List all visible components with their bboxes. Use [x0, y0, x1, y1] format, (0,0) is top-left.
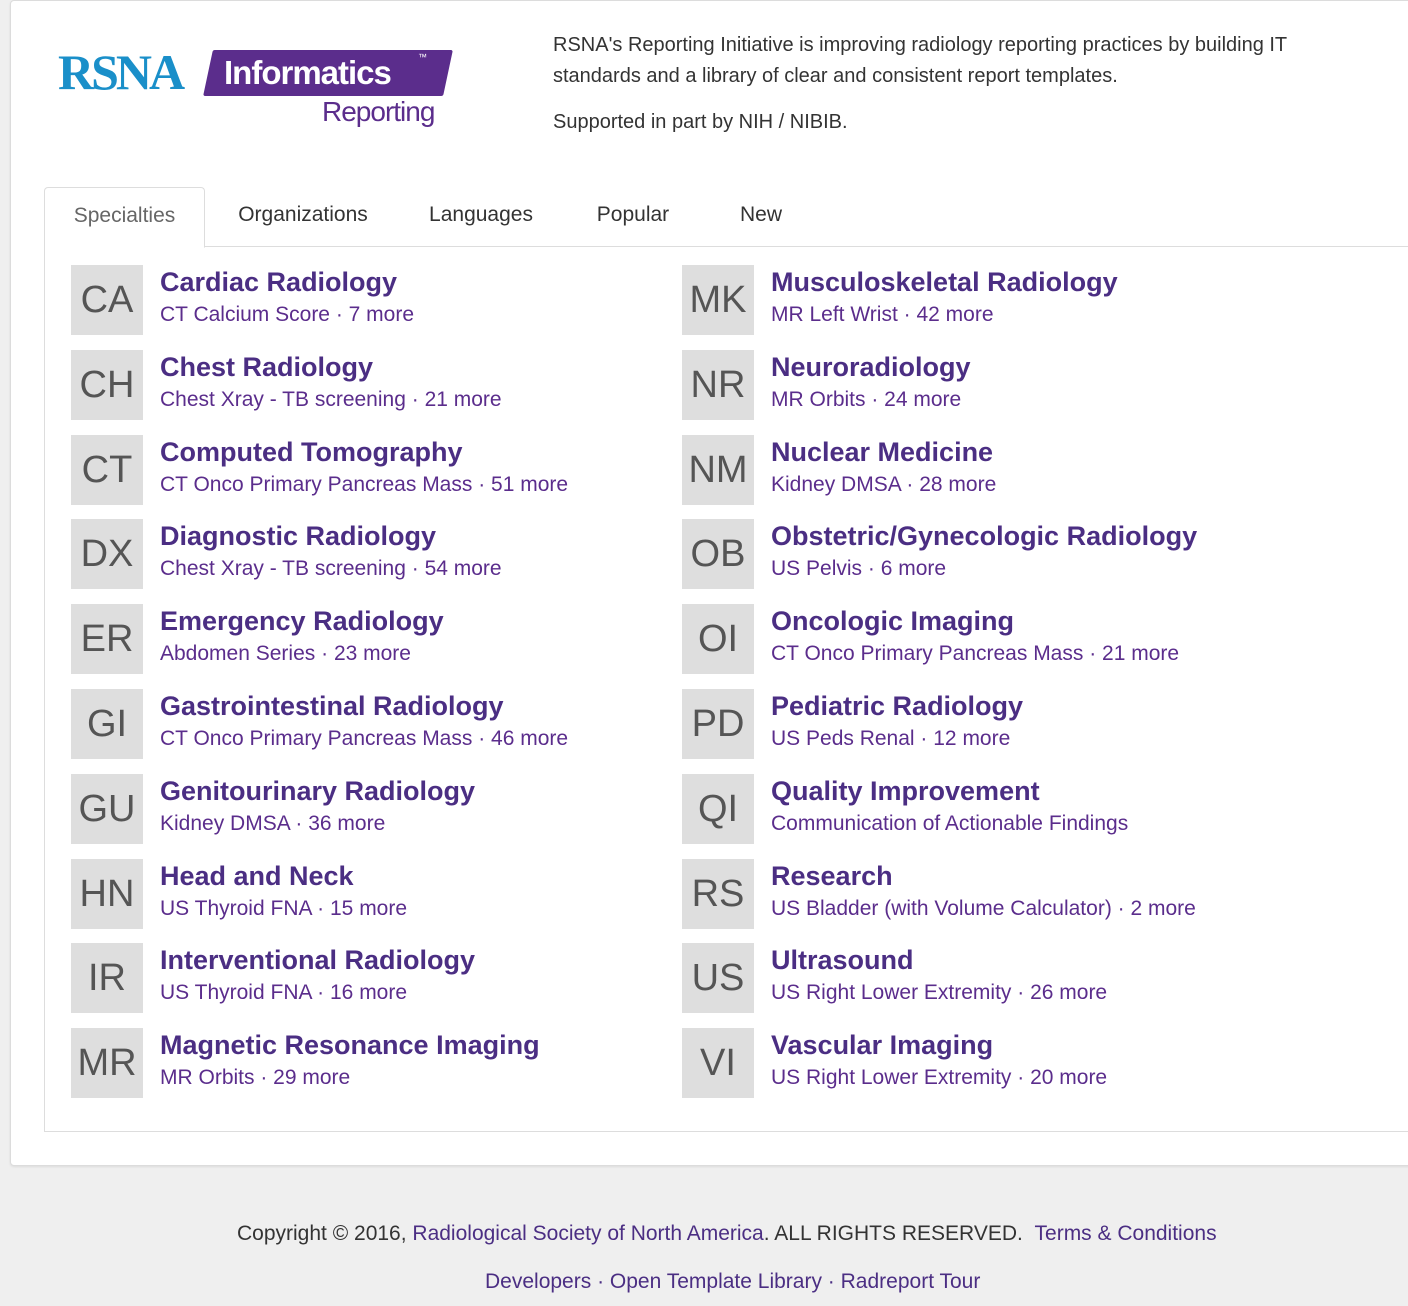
specialty-item[interactable]	[682, 943, 1282, 1015]
specialty-item[interactable]	[682, 1028, 1282, 1100]
specialty-code-badge: GU	[71, 774, 143, 844]
more-count-link[interactable]: 2 more	[1130, 896, 1196, 920]
specialty-item[interactable]	[71, 435, 671, 507]
subline-separator: ·	[311, 981, 330, 1005]
subline-separator: ·	[1011, 1066, 1031, 1090]
specialty-item[interactable]	[682, 350, 1282, 422]
specialty-subline	[771, 387, 961, 413]
specialty-code-badge: NM	[682, 435, 754, 505]
specialty-item[interactable]	[71, 350, 671, 422]
specialty-name-link[interactable]: Obstetric/Gynecologic Radiology	[771, 521, 1198, 552]
specialty-subline	[160, 641, 411, 667]
featured-template-link[interactable]: CT Onco Primary Pancreas Mass	[771, 642, 1084, 666]
featured-template-link[interactable]: Chest Xray - TB screening	[160, 557, 406, 581]
more-count-link[interactable]: 51 more	[491, 472, 569, 496]
featured-template-link[interactable]: MR Orbits	[160, 1066, 255, 1090]
specialty-name-link[interactable]: Research	[771, 860, 893, 891]
featured-template-link[interactable]: Kidney DMSA	[160, 811, 290, 835]
intro-paragraph: RSNA's Reporting Initiative is improving radiology reporting practices by building IT standards and a library of clear and consistent report templates.	[553, 34, 1287, 87]
developers-link[interactable]: Developers	[485, 1270, 592, 1293]
tab-languages[interactable]: Languages	[429, 203, 533, 226]
featured-template-link[interactable]: US Pelvis	[771, 557, 863, 581]
more-count-link[interactable]: 29 more	[273, 1066, 351, 1090]
radreport-tour-link[interactable]: Radreport Tour	[840, 1270, 981, 1293]
subline-separator: ·	[472, 472, 492, 496]
specialty-name-link[interactable]: Cardiac Radiology	[160, 267, 398, 297]
featured-template-link[interactable]: US Right Lower Extremity	[771, 981, 1012, 1005]
specialty-code-badge: VI	[682, 1028, 754, 1098]
specialty-code-badge: OI	[682, 604, 754, 674]
specialties-panel	[44, 246, 1408, 1132]
specialty-subline	[771, 980, 1107, 1006]
featured-template-link[interactable]: CT Calcium Score	[160, 303, 330, 326]
subline-separator: ·	[914, 727, 934, 750]
tab-bar	[44, 187, 1408, 247]
featured-template-link[interactable]: Communication of Actionable Findings	[771, 811, 1129, 835]
specialty-subline	[160, 472, 568, 498]
subline-separator: ·	[1111, 896, 1131, 920]
specialty-name-link[interactable]: Magnetic Resonance Imaging	[160, 1030, 540, 1061]
specialty-code-badge: ER	[71, 604, 143, 674]
tab-organizations[interactable]: Organizations	[238, 203, 368, 226]
rsna-link[interactable]: Radiological Society of North America	[412, 1222, 764, 1245]
specialty-item[interactable]	[71, 943, 671, 1015]
specialty-item[interactable]	[682, 689, 1282, 761]
rsna-informatics-logo[interactable]	[58, 46, 458, 136]
more-count-link[interactable]: 23 more	[333, 642, 411, 666]
subline-separator: ·	[405, 387, 425, 411]
footer-links-line	[485, 1270, 980, 1294]
subline-separator: ·	[900, 472, 920, 496]
specialty-subline	[771, 302, 994, 328]
logo-reporting-text: Reporting	[322, 96, 435, 127]
featured-template-link[interactable]: US Thyroid FNA	[160, 981, 312, 1005]
specialty-code-badge: PD	[682, 689, 754, 759]
logo-rsna-text: RSNA	[58, 44, 183, 100]
specialty-subline	[160, 896, 407, 922]
more-count-link[interactable]: 21 more	[1102, 642, 1180, 666]
more-count-link[interactable]: 24 more	[884, 387, 962, 411]
open-template-library-link[interactable]: Open Template Library	[609, 1270, 822, 1293]
more-count-link[interactable]: 28 more	[919, 472, 997, 496]
subline-separator: ·	[254, 1066, 274, 1090]
more-count-link[interactable]: 7 more	[348, 303, 415, 326]
specialty-subline	[160, 980, 407, 1006]
specialty-subline	[160, 811, 385, 837]
featured-template-link[interactable]: US Peds Renal	[771, 727, 915, 750]
subline-separator: ·	[289, 811, 309, 835]
specialty-item[interactable]	[71, 774, 671, 846]
featured-template-link[interactable]: US Thyroid FNA	[160, 896, 312, 920]
more-count-link[interactable]: 20 more	[1030, 1066, 1108, 1090]
specialty-code-badge: QI	[682, 774, 754, 844]
footer-copyright-line	[237, 1222, 1217, 1246]
specialty-name-link[interactable]: Interventional Radiology	[160, 945, 476, 976]
specialty-code-badge: HN	[71, 859, 143, 929]
specialty-name-link[interactable]: Vascular Imaging	[771, 1030, 994, 1061]
more-count-link[interactable]: 54 more	[424, 557, 502, 581]
specialty-name-link[interactable]: Chest Radiology	[160, 351, 374, 382]
subline-separator: ·	[315, 642, 334, 666]
specialty-item[interactable]	[682, 604, 1282, 676]
tab-new[interactable]: New	[739, 203, 782, 226]
featured-template-link[interactable]: MR Orbits	[771, 387, 866, 411]
terms-link[interactable]: Terms & Conditions	[1034, 1222, 1217, 1245]
specialty-item[interactable]	[71, 519, 671, 591]
rights-text: . ALL RIGHTS RESERVED.	[763, 1222, 1023, 1245]
specialty-subline	[771, 726, 1010, 752]
specialty-subline	[160, 387, 502, 413]
footer-separator: ·	[821, 1270, 841, 1293]
specialty-subline	[771, 811, 1128, 837]
featured-template-link[interactable]: US Right Lower Extremity	[771, 1066, 1012, 1090]
more-count-link[interactable]: 42 more	[916, 303, 994, 326]
specialty-item[interactable]	[71, 604, 671, 676]
more-count-link[interactable]: 36 more	[308, 811, 386, 835]
specialty-name-link[interactable]: Oncologic Imaging	[771, 606, 1015, 637]
specialty-name-link[interactable]: Musculoskeletal Radiology	[771, 267, 1118, 297]
specialty-item[interactable]	[682, 435, 1282, 507]
specialty-name-link[interactable]: Pediatric Radiology	[771, 691, 1024, 721]
intro-text	[553, 30, 1333, 138]
specialty-code-badge: IR	[71, 943, 143, 1013]
specialty-subline	[771, 556, 946, 582]
specialty-code-badge: RS	[682, 859, 754, 929]
specialty-item[interactable]	[71, 689, 671, 761]
subline-separator: ·	[472, 727, 492, 750]
subline-separator: ·	[330, 303, 349, 326]
specialty-item[interactable]	[71, 265, 671, 337]
featured-template-link[interactable]: Chest Xray - TB screening	[160, 387, 406, 411]
specialty-code-badge: OB	[682, 519, 754, 589]
featured-template-link[interactable]: Kidney DMSA	[771, 472, 901, 496]
featured-template-link[interactable]: CT Onco Primary Pancreas Mass	[160, 727, 473, 750]
specialty-code-badge: DX	[71, 519, 143, 589]
specialty-subline	[160, 726, 568, 752]
specialty-code-badge: CH	[71, 350, 143, 420]
more-count-link[interactable]: 12 more	[933, 727, 1011, 750]
specialty-subline	[771, 472, 996, 498]
specialty-name-link[interactable]: Neuroradiology	[771, 351, 971, 382]
specialty-name-link[interactable]: Head and Neck	[160, 860, 354, 891]
specialty-subline	[160, 302, 414, 328]
specialty-code-badge: MK	[682, 265, 754, 335]
more-count-link[interactable]: 46 more	[491, 727, 569, 750]
featured-template-link[interactable]: Abdomen Series	[160, 642, 316, 666]
specialty-subline	[771, 1065, 1107, 1091]
copyright-text: Copyright © 2016,	[237, 1222, 413, 1245]
subline-separator: ·	[862, 557, 881, 581]
specialty-name-link[interactable]: Emergency Radiology	[160, 606, 444, 637]
specialty-item[interactable]	[682, 774, 1282, 846]
specialty-item[interactable]	[71, 1028, 671, 1100]
subline-separator: ·	[1011, 981, 1031, 1005]
more-count-link[interactable]: 16 more	[330, 981, 408, 1005]
more-count-link[interactable]: 21 more	[424, 387, 502, 411]
footer-separator: ·	[591, 1270, 610, 1293]
specialty-item[interactable]	[71, 859, 671, 931]
specialty-item[interactable]	[682, 859, 1282, 931]
specialty-name-link[interactable]: Diagnostic Radiology	[160, 521, 437, 552]
specialty-code-badge: GI	[71, 689, 143, 759]
specialty-name-link[interactable]: Genitourinary Radiology	[160, 775, 476, 806]
subline-separator: ·	[1083, 642, 1103, 666]
specialty-subline	[771, 641, 1179, 667]
subline-separator: ·	[405, 557, 425, 581]
more-count-link[interactable]: 26 more	[1030, 981, 1108, 1005]
subline-separator: ·	[897, 303, 917, 326]
tab-specialties[interactable]: Specialties	[44, 187, 205, 248]
specialty-code-badge: NR	[682, 350, 754, 420]
more-count-link[interactable]: 6 more	[880, 557, 947, 581]
specialty-name-link[interactable]: Computed Tomography	[160, 436, 463, 467]
specialty-subline	[160, 1065, 350, 1091]
specialty-name-link[interactable]: Ultrasound	[771, 945, 914, 976]
subline-separator: ·	[311, 896, 330, 920]
subline-separator: ·	[865, 387, 885, 411]
featured-template-link[interactable]: MR Left Wrist	[771, 303, 898, 326]
specialty-item[interactable]	[682, 519, 1282, 591]
specialty-name-link[interactable]: Nuclear Medicine	[771, 436, 994, 467]
tab-popular[interactable]: Popular	[596, 203, 670, 226]
more-count-link[interactable]: 15 more	[330, 896, 408, 920]
logo-informatics-text: Informatics	[224, 54, 391, 91]
support-paragraph: Supported in part by NIH / NIBIB.	[553, 111, 848, 133]
specialty-name-link[interactable]: Quality Improvement	[771, 775, 1040, 806]
specialty-item[interactable]	[682, 265, 1282, 337]
specialty-code-badge: CT	[71, 435, 143, 505]
specialty-name-link[interactable]: Gastrointestinal Radiology	[160, 691, 504, 721]
logo-tm: ™	[418, 52, 427, 62]
featured-template-link[interactable]: CT Onco Primary Pancreas Mass	[160, 472, 473, 496]
specialty-code-badge: US	[682, 943, 754, 1013]
specialty-code-badge: MR	[71, 1028, 143, 1098]
specialty-code-badge: CA	[71, 265, 143, 335]
specialty-subline	[771, 896, 1196, 922]
specialty-subline	[160, 556, 502, 582]
featured-template-link[interactable]: US Bladder (with Volume Calculator)	[771, 896, 1112, 920]
